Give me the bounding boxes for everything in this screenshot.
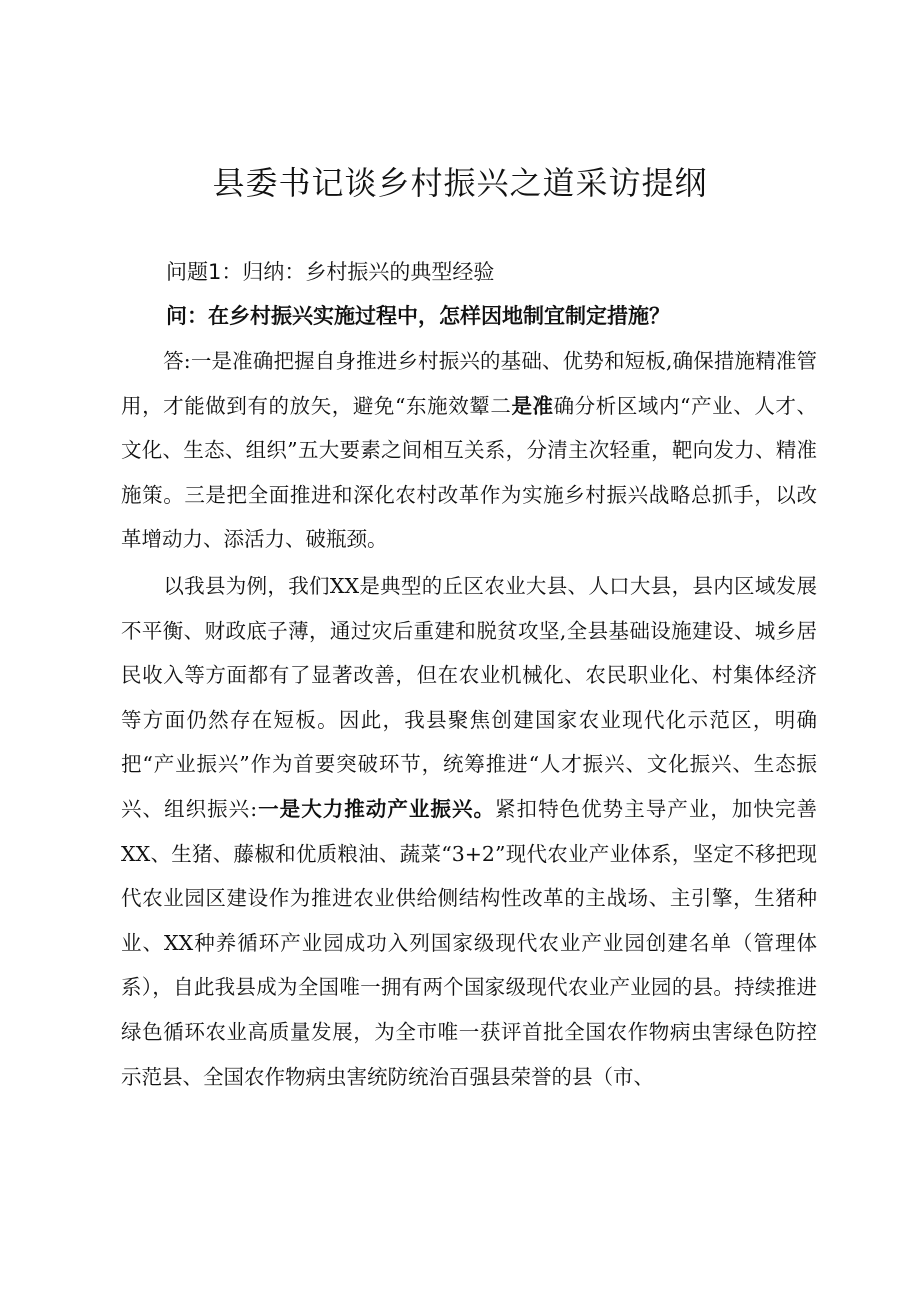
document-title: 县委书记谈乡村振兴之道采访提纲: [212, 164, 708, 202]
example-text-part1: 以我县为例，我们XX是典型的丘区农业大县、人口大县，县内区域发展不平衡、财政底子薄，通过灾后重建和脱贫攻坚,全县基础设施建设、城乡居民收入等方面都有了显著改善，但在农业机械化、农民职业化、村集体经济等方面仍然存在短板。因此，我县聚焦创建国家农业现代化示范区，明确把“产业振兴”作为首要突破环节，统筹推进“人才振兴、文化振兴、生态振兴、组织振兴:: [121, 574, 817, 821]
question-text: 问：在乡村振兴实施过程中，怎样因地制宜制定措施？: [166, 304, 670, 328]
answer-text-part1: 答:一是准确把握自身推进乡村振兴的基础、优势和短板,确保措施精准管用，才能做到有的放矢，避免“东施效颦二: [121, 349, 817, 418]
answer-text-part2: 确分析区域内“产业、人才、文化、生态、组织”五大要素之间相互关系，分清主次轻重，靶向发力、精准施策。三是把全面推进和深化农村改革作为实施乡村振兴战略总抓手，以改革增动力、添活力、破瓶颈。: [121, 393, 817, 552]
question-heading: 问题1：归纳：乡村振兴的典型经验: [166, 260, 495, 284]
example-paragraph: [121, 564, 817, 1099]
example-text-part2: 紧扣特色优势主导产业，加快完善XX、生猪、藤椒和优质粮油、蔬菜“3+2”现代农业产业体系，坚定不移把现代农业园区建设作为推进农业供给侧结构性改革的主战场、主引擎，生猪种业、XX种养循环产业园成功入列国家级现代农业产业园创建名单（管理体系），自此我县成为全国唯一拥有两个国家级现代农业产业园的县。持续推进绿色循环农业高质量发展，为全市唯一获评首批全国农作物病虫害绿色防控示范县、全国农作物病虫害统防统治百强县荣誉的县（市、: [121, 796, 817, 1089]
example-bold-text: 一是大力推动产业振兴。: [257, 796, 496, 821]
answer-paragraph: [121, 339, 817, 562]
answer-bold-text: 是准: [511, 393, 554, 418]
